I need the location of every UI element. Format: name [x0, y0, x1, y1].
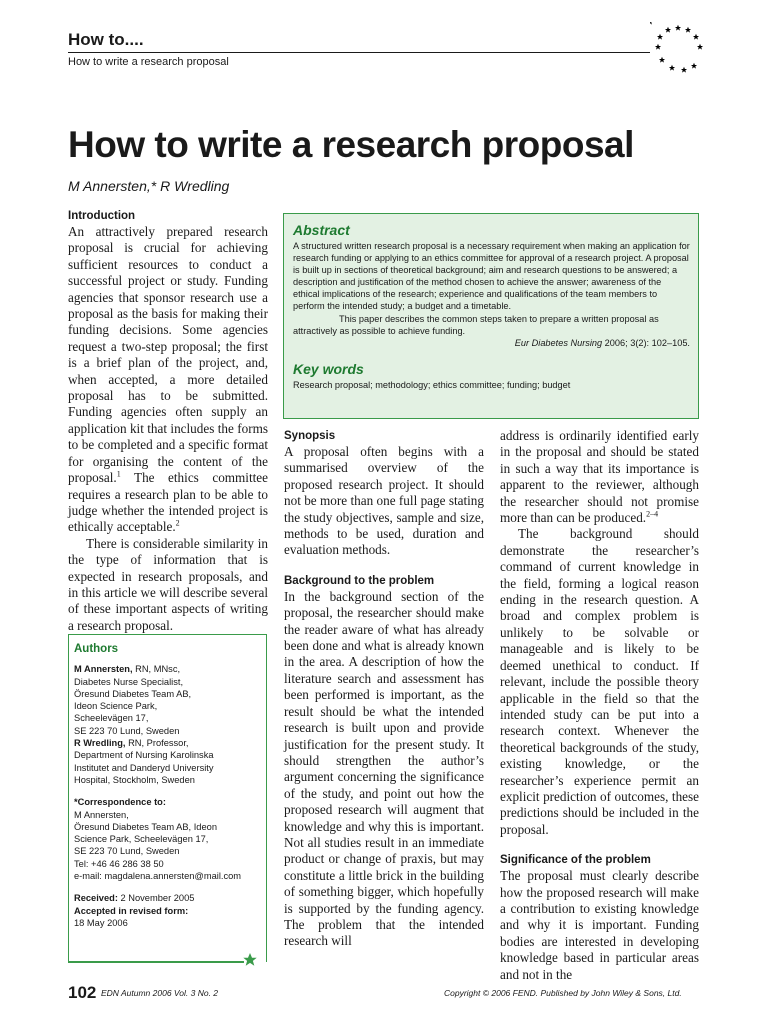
accepted-date: 18 May 2006	[74, 917, 128, 928]
column-3	[500, 428, 699, 983]
abstract-box	[283, 213, 699, 419]
abstract-text: A structured written research proposal is a necessary requirement when making an application for research funding or applying to an ethics committee for approval of a research project. A proposal is built up in sections of theoretical background; aim and research questions to be answered; a description and justification of the method chosen to achieve the answer; awareness of the ethical implications of the research; experience and qualifications of the team members to perform the intended study; a budget and a timetable.	[293, 241, 690, 312]
keywords-heading: Key words	[293, 360, 364, 377]
abstract-citation: Eur Diabetes Nursing 2006; 3(2): 102–105.	[514, 337, 690, 348]
column-2	[284, 428, 484, 950]
reference-marker: 2–4	[646, 509, 659, 519]
background-continued: address is ordinarily identified early in the proposal and should be stated in such a way that its importance is apparent to the reviewer, although the researcher should not promise more than can be produced.$^{2-4}$	[500, 428, 699, 526]
synopsis-heading: Synopsis	[284, 430, 336, 442]
correspondence-heading: *Correspondence to:	[74, 797, 166, 808]
journal-info: EDN Autumn 2006 Vol. 3 No. 2	[101, 988, 219, 998]
intro-paragraph-2: There is considerable similarity in the type of information that is expected in research proposals, and in this article we will describe several of these important aspects of writing a research proposal.	[68, 535, 268, 633]
eu-stars-icon	[650, 22, 706, 78]
section-label: How to....	[68, 30, 144, 49]
article-authors: M Annersten,* R Wredling	[68, 178, 230, 194]
header-rule	[68, 52, 650, 53]
page-number: 102	[68, 983, 97, 1002]
star-icon	[242, 952, 258, 968]
significance-paragraph: The proposal must clearly describe how the proposed research will make a contribution to existing knowledge and why it is important. Funding bodies are interested in developing knowledge based in particular areas and not in the	[500, 868, 699, 982]
intro-paragraph-1: An attractively prepared research proposal is crucial for achieving sufficient resources to conduct a successful project or study. Funding agencies that sponsor research use a proposal as the basis for making their funding decisions. Some agencies request a two-step proposal; the first is a brief plan of the project, and, when accepted, a more detailed proposal has to be submitted. Funding agencies often supply an application kit that includes the forms to be completed and a specific format for organising the content of the proposal.$^1$ The ethics committee requires a research plan to be able to judge whether the intended project is ethically acceptable.$^2$	[68, 224, 268, 535]
author-1: M Annersten, RN, MNsc,	[74, 664, 181, 675]
background-paragraph: In the background section of the proposal, the researcher should make the reader aware of what has already been done and what is already known in the area. A description of how the literature search and assessment has been performed is important, as the result should be what the intended research is built upon and provide justification for the present study. It should strengthen the author’s argument concerning the significance of the study, and point out how the proposed research will augment that knowledge and why this is important. Not all studies result in an immediate product or change of praxis, but may constitute a little brick in the building of something bigger, which hopefully is supported by the funding agency. The problem that the intended research will	[284, 588, 484, 949]
abstract-text-2: This paper describes the common steps taken to prepare a written proposal as attractively as possible to achieve funding.	[293, 313, 659, 336]
significance-heading: Significance of the problem	[500, 854, 651, 867]
article-title: How to write a research proposal	[68, 124, 634, 165]
background-paragraph-2: The background should demonstrate the researcher’s command of current knowledge in the field, forming a logical reason ending in the research question. A broad and complex problem is unlikely to be solvable or manageable and is likely to be deemed unethical to conduct. If relevant, include the possible theory applicable in the field so that the intended study can be put into a research context. Whenever the theoretical backgrounds of the study, existing knowledge, or the researcher’s experience permit an explicit prediction of outcomes, these predictions should be included in the proposal.	[500, 526, 699, 837]
copyright-notice: Copyright © 2006 FEND. Published by John Wiley & Sons, Ltd.	[444, 988, 682, 998]
abstract-heading: Abstract	[293, 222, 350, 238]
correspondence-email: e-mail: magdalena.annersten@mail.com	[74, 871, 242, 882]
section-subtitle: How to write a research proposal	[68, 56, 229, 68]
keywords-text: Research proposal; methodology; ethics committee; funding; budget	[293, 379, 571, 390]
received-date: Received: 2 November 2005	[74, 893, 195, 904]
background-heading: Background to the problem	[284, 574, 435, 587]
authors-box-bottom-rule	[68, 961, 244, 963]
reference-marker: 1	[116, 469, 121, 479]
accepted-label: Accepted in revised form:	[74, 905, 189, 916]
introduction-heading: Introduction	[68, 210, 136, 222]
column-1	[68, 208, 268, 634]
reference-marker: 2	[175, 518, 180, 528]
author-2: R Wredling, RN, Professor,	[74, 738, 189, 749]
authors-box-heading: Authors	[74, 643, 119, 655]
authors-box: Authors M Annersten, RN, MNsc, Diabetes Nurse Specialist, Öresund Diabetes Team AB, Ideon Science Park, Scheelevägen 17, SE 223 70 Lund, Sweden R Wredling, RN, Professor, Department of Nursing Karolinska Institutet and Danderyd University Hospital, Stockholm, Sweden *Correspondence to: M Annersten, Öresund Diabetes Team AB, Ideon Science Park, Scheelevägen 17, SE 223 70 Lund, Sweden Tel: +46 46 286 38 50 e-mail: magdalena.annersten@mail.com Received: 2 November 2005 Accepted in revised form: 18 May 2006	[68, 634, 267, 962]
synopsis-paragraph: A proposal often begins with a summarised overview of the proposed research project. It should not be more than one full page stating the study objectives, sample and size, methods to be used, duration and evaluation methods.	[284, 444, 484, 558]
